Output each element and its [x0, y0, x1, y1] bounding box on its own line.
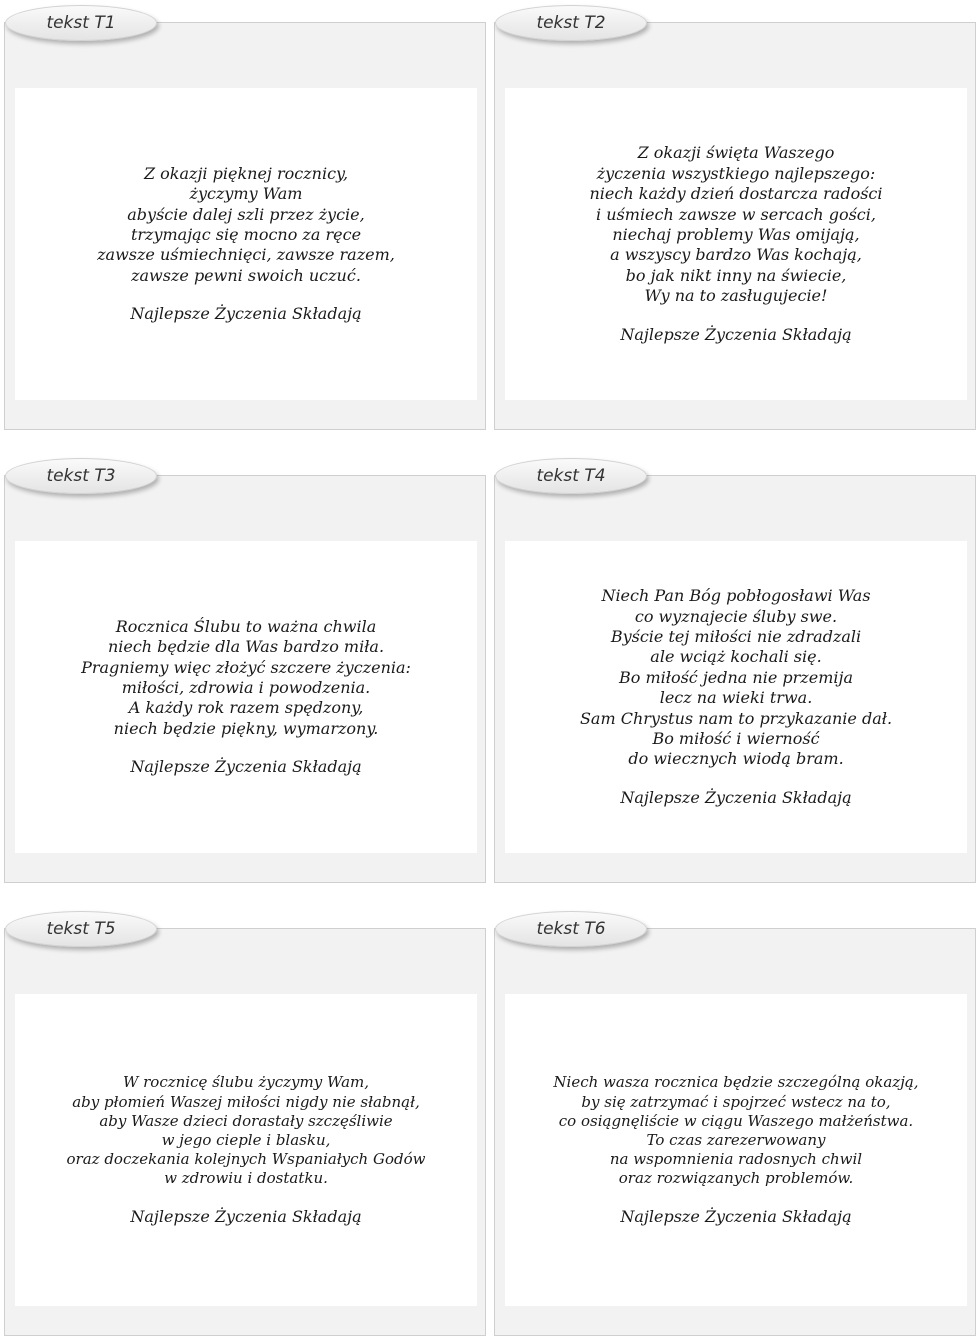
- card-t4-content: [505, 541, 967, 853]
- card-t1-content: [15, 88, 477, 400]
- verse-line: Bo miłość jedna nie przemija: [618, 667, 853, 687]
- verse-t4: [580, 586, 892, 770]
- verse-line: a wszyscy bardzo Was kochają,: [610, 245, 862, 265]
- tab-t2[interactable]: tekst T2: [495, 5, 647, 41]
- tab-t3[interactable]: tekst T3: [5, 458, 157, 494]
- verse-line: aby płomień Waszej miłości nigdy nie słabnął,: [72, 1092, 420, 1111]
- verse-line: lecz na wieki trwa.: [659, 688, 813, 708]
- verse-line: W rocznicę ślubu życzymy Wam,: [122, 1073, 370, 1092]
- verse-line: Niech wasza rocznica będzie szczególną okazją,: [553, 1073, 919, 1092]
- verse-line: trzymając się mocno za ręce: [130, 225, 362, 244]
- verse-line: Bo miłość i wierność: [652, 729, 820, 749]
- verse-line: bo jak nikt inny na świecie,: [625, 265, 847, 285]
- verse-line: Niech Pan Bóg pobłogosławi Was: [601, 586, 871, 606]
- verse-line: miłości, zdrowia i powodzenia.: [121, 678, 371, 697]
- verse-line: niech każdy dzień dostarcza radości: [589, 184, 883, 204]
- card-t4[interactable]: [494, 466, 976, 883]
- verse-line: życzenia wszystkiego najlepszego:: [596, 163, 876, 183]
- verse-line: życzymy Wam: [189, 184, 303, 204]
- signature-t6: Najlepsze Życzenia Składają: [620, 1206, 852, 1226]
- signature-t4: Najlepsze Życzenia Składają: [620, 787, 852, 807]
- card-t2[interactable]: [494, 13, 976, 430]
- verse-line: Pragniemy więc złożyć szczere życzenia:: [81, 657, 411, 677]
- tab-t5[interactable]: tekst T5: [5, 911, 157, 947]
- verse-line: oraz doczekania kolejnych Wspaniałych Godów: [66, 1150, 426, 1169]
- signature-t3: Najlepsze Życzenia Składają: [130, 757, 362, 777]
- verse-line: abyście dalej szli przez życie,: [127, 204, 365, 224]
- card-t2-content: [505, 88, 967, 400]
- verse-t2: [590, 143, 883, 306]
- tab-t1[interactable]: tekst T1: [5, 5, 157, 41]
- verse-t6: [553, 1073, 918, 1188]
- card-t6-content: [505, 994, 967, 1306]
- verse-line: Byście tej miłości nie zdradzali: [610, 626, 862, 646]
- verse-t5: [67, 1073, 426, 1188]
- verse-line: i uśmiech zawsze w sercach gości,: [596, 204, 876, 224]
- signature-t2: Najlepsze Życzenia Składają: [620, 324, 852, 344]
- signature-t5: Najlepsze Życzenia Składają: [130, 1206, 362, 1226]
- verse-line: aby Wasze dzieci dorastały szczęśliwie: [99, 1111, 393, 1130]
- card-t5-content: [15, 994, 477, 1306]
- verse-line: na wspomnienia radosnych chwil: [609, 1150, 863, 1169]
- verse-line: A każdy rok razem spędzony,: [128, 698, 364, 718]
- verse-line: Z okazji pięknej rocznicy,: [143, 163, 349, 183]
- verse-line: oraz rozwiązanych problemów.: [618, 1169, 854, 1188]
- verse-line: w jego cieple i blasku,: [161, 1131, 331, 1149]
- verse-line: co osiągnęliście w ciągu Waszego małżeństwa.: [558, 1111, 914, 1130]
- card-t1[interactable]: [4, 13, 486, 430]
- verse-line: zawsze pewni swoich uczuć.: [131, 265, 361, 285]
- verse-line: zawsze uśmiechnięci, zawsze razem,: [97, 245, 395, 265]
- card-t3[interactable]: [4, 466, 486, 883]
- card-t5[interactable]: [4, 919, 486, 1336]
- verse-line: co wyznajecie śluby swe.: [634, 606, 838, 626]
- verse-line: w zdrowiu i dostatku.: [164, 1169, 328, 1188]
- verse-line: by się zatrzymać i spojrzeć wstecz na to,: [581, 1092, 891, 1111]
- verse-line: niechaj problemy Was omijają,: [612, 225, 860, 244]
- verse-line: Rocznica Ślubu to ważna chwila: [115, 616, 377, 636]
- tab-t6[interactable]: tekst T6: [495, 911, 647, 947]
- verse-t3: [81, 617, 411, 739]
- verse-line: niech będzie piękny, wymarzony.: [113, 718, 379, 738]
- verse-line: Sam Chrystus nam to przykazanie dał.: [579, 708, 893, 728]
- verse-line: Wy na to zasługujecie!: [644, 286, 828, 306]
- verse-line: To czas zarezerwowany: [646, 1131, 826, 1149]
- card-t3-content: [15, 541, 477, 853]
- verse-line: Z okazji święta Waszego: [637, 143, 835, 163]
- signature-t1: Najlepsze Życzenia Składają: [130, 304, 362, 324]
- verse-line: ale wciąż kochali się.: [650, 647, 822, 667]
- verse-t1: [97, 164, 395, 286]
- card-t6[interactable]: [494, 919, 976, 1336]
- verse-line: do wiecznych wiodą bram.: [628, 749, 844, 769]
- tab-t4[interactable]: tekst T4: [495, 458, 647, 494]
- verse-line: niech będzie dla Was bardzo miła.: [107, 637, 385, 657]
